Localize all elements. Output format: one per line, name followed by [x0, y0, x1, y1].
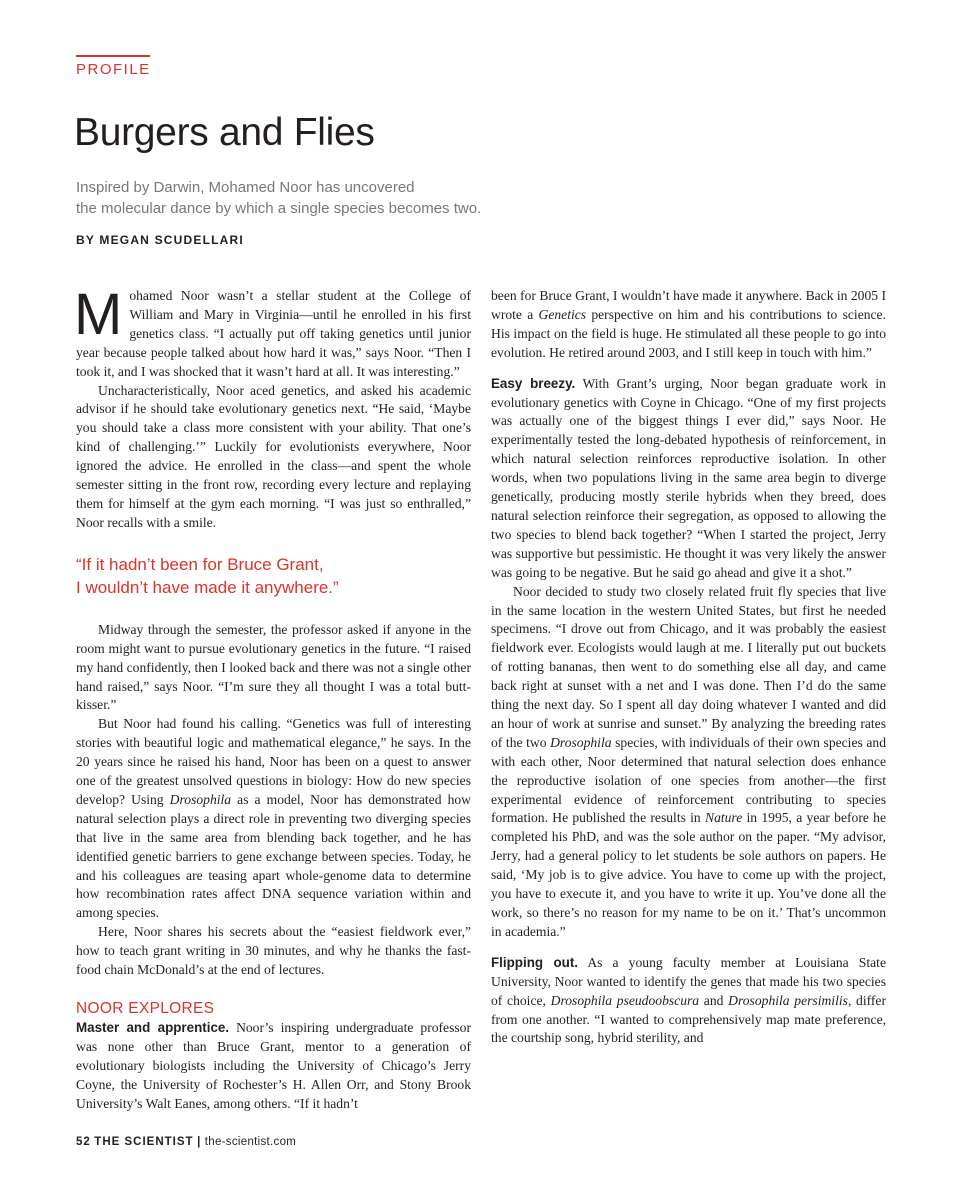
paragraph: Mohamed Noor wasn’t a stellar student at the College of William and Mary in Virginia—until he enrolled in his first genetics class. “I actually put off taking genetics until junior year because people talked about how hard it was,” says Noor. “Then I took it, and I was shocked that it wasn’t hard at all. It was interesting.”	[74, 282, 471, 379]
paragraph-lead-head: Master and apprentice.	[76, 1020, 230, 1035]
left-column	[74, 282, 471, 1114]
magazine-name: THE SCIENTIST	[94, 1136, 194, 1148]
article-title: Burgers and Flies	[74, 111, 375, 154]
pull-quote: “If it hadn’t been for Bruce Grant, I wouldn’t have made it anywhere.”	[76, 554, 339, 597]
paragraph-lead-head: Flipping out.	[491, 954, 579, 970]
page-number: 52	[76, 1136, 91, 1148]
dek-line: Inspired by Darwin, Mohamed Noor has uncovered	[76, 179, 415, 196]
paragraph: Uncharacteristically, Noor aced genetics, and asked his academic advisor if he should take evolutionary genetics next. “He said, ‘Maybe you should take a class more consistent with your ability. That one’s kind of challenging.’” Luckily for evolutionists everywhere, Noor ignored the advice. He enrolled in the class—and spent the whole semester sitting in the front row, recording every lecture and replaying them for himself at the gym each morning. “I was just so enthralled,” Noor recalls with a smile.	[76, 382, 471, 530]
section-rule	[76, 55, 150, 57]
right-column	[491, 287, 886, 1048]
footer-url: the-scientist.com	[204, 1136, 297, 1148]
paragraph: But Noor had found his calling. “Genetics was full of interesting stories with beautiful logic and mathematical elegance,” he says. In the 20 years since he raised his hand, Noor has been on a quest to answer one of the greatest unsolved questions in biology: How do new species develop? Using Drosophila as a model, Noor has demonstrated how natural selection plays a direct role in preventing two diverging species that live in the same area from blending back together, and he has identified genetic barriers to gene exchange between species. Today, he and his colleagues are teasing apart whole-genome data to determine how recombination rates affect DNA sequence variation within and among species.	[76, 716, 471, 921]
dek-line: the molecular dance by which a single species becomes two.	[76, 200, 482, 217]
section-label: PROFILE	[76, 61, 151, 78]
paragraph-lead-head: Easy breezy.	[491, 375, 576, 391]
footer-separator: |	[197, 1136, 202, 1148]
paragraph: been for Bruce Grant, I wouldn’t have made it anywhere. Back in 2005 I wrote a Genetics perspective on him and his contributions to science. His impact on the field is huge. He stimulated all these people to go into evolution. He retired around 2003, and I still keep in touch with him.”	[491, 288, 886, 360]
paragraph: Flipping out. As a young faculty member at Louisiana State University, Noor wanted to identify the genes that made his two species of choice, Drosophila pseudoobscura and Drosophila persimilis, differ from one another. “I wanted to comprehensively map mate preference, the courtship song, hybrid sterility, and	[491, 954, 886, 1046]
paragraph: Noor decided to study two closely related fruit fly species that live in the same location in the western United States, but first he needed specimens. “I drove out from Chicago, and it was probably the easiest fieldwork ever. Ecologists would laugh at me. I literally put out buckets of rotting bananas, then went to do something else all day, and came back right at sunset with a net and I was done. Then I’d do the same thing the next day. So I spent all day doing whatever I wanted and did an hour of work at sunrise and sunset.” By analyzing the breeding rates of the two Drosophila species, with individuals of their own species and with each other, Noor determined that natural selection does enhance the reproductive isolation of one species from another—the first experimental evidence of reinforcement contributing to species formation. He published the results in Nature in 1995, a year before he completed his PhD, and was the sole author on the paper. “My advisor, Jerry, had a general policy to let students be sole authors on papers. He said, ‘My job is to give advice. You have to come up with the project, you have to execute it, and you have to write it up. You’ve done all the work, so there’s no reason for my name to be on it.’ That’s uncommon in academia.”	[491, 583, 886, 939]
paragraph: Here, Noor shares his secrets about the “easiest fieldwork ever,” how to teach grant writing in 30 minutes, and why he thanks the fast-food chain McDonald’s at the end of lectures.	[76, 924, 471, 978]
drop-cap: M	[74, 282, 123, 347]
paragraph: Master and apprentice. Noor’s inspiring undergraduate professor was none other than Bruce Grant, mentor to a generation of evolutionary biologists including the University of Chicago’s Jerry Coyne, the University of Rochester’s H. Allen Orr, and Stony Brook University’s Walt Eanes, among others. “If it hadn’t	[76, 1020, 471, 1111]
section-subhead: NOOR EXPLORES	[76, 1000, 215, 1017]
byline: BY MEGAN SCUDELLARI	[76, 233, 244, 247]
page-footer	[76, 1136, 296, 1148]
paragraph: Easy breezy. With Grant’s urging, Noor began graduate work in evolutionary genetics with Coyne in Chicago. “One of my first projects was actually one of the biggest things I ever did,” says Noor. He experimentally tested the long-debated hypothesis of reinforcement, in which natural selection reinforces reproductive isolation. In other words, when two populations living in the same area begin to diverge genetically, producing mostly sterile hybrids when they breed, does natural selection reinforce their segregation, as opposed to allowing the two species to blend back together? “When I started the project, Jerry was supportive but pessimistic. He thought it was very likely the answer was going to be negative. But he said go ahead and give it a shot.”	[491, 375, 886, 580]
article-dek	[76, 177, 636, 219]
paragraph: Midway through the semester, the professor asked if anyone in the room might want to pursue evolutionary genetics in the future. “I raised my hand confidently, then I looked back and there was not a single other hand raised,” says Noor. “I’m sure they all thought I was a total butt-kisser.”	[76, 621, 471, 713]
